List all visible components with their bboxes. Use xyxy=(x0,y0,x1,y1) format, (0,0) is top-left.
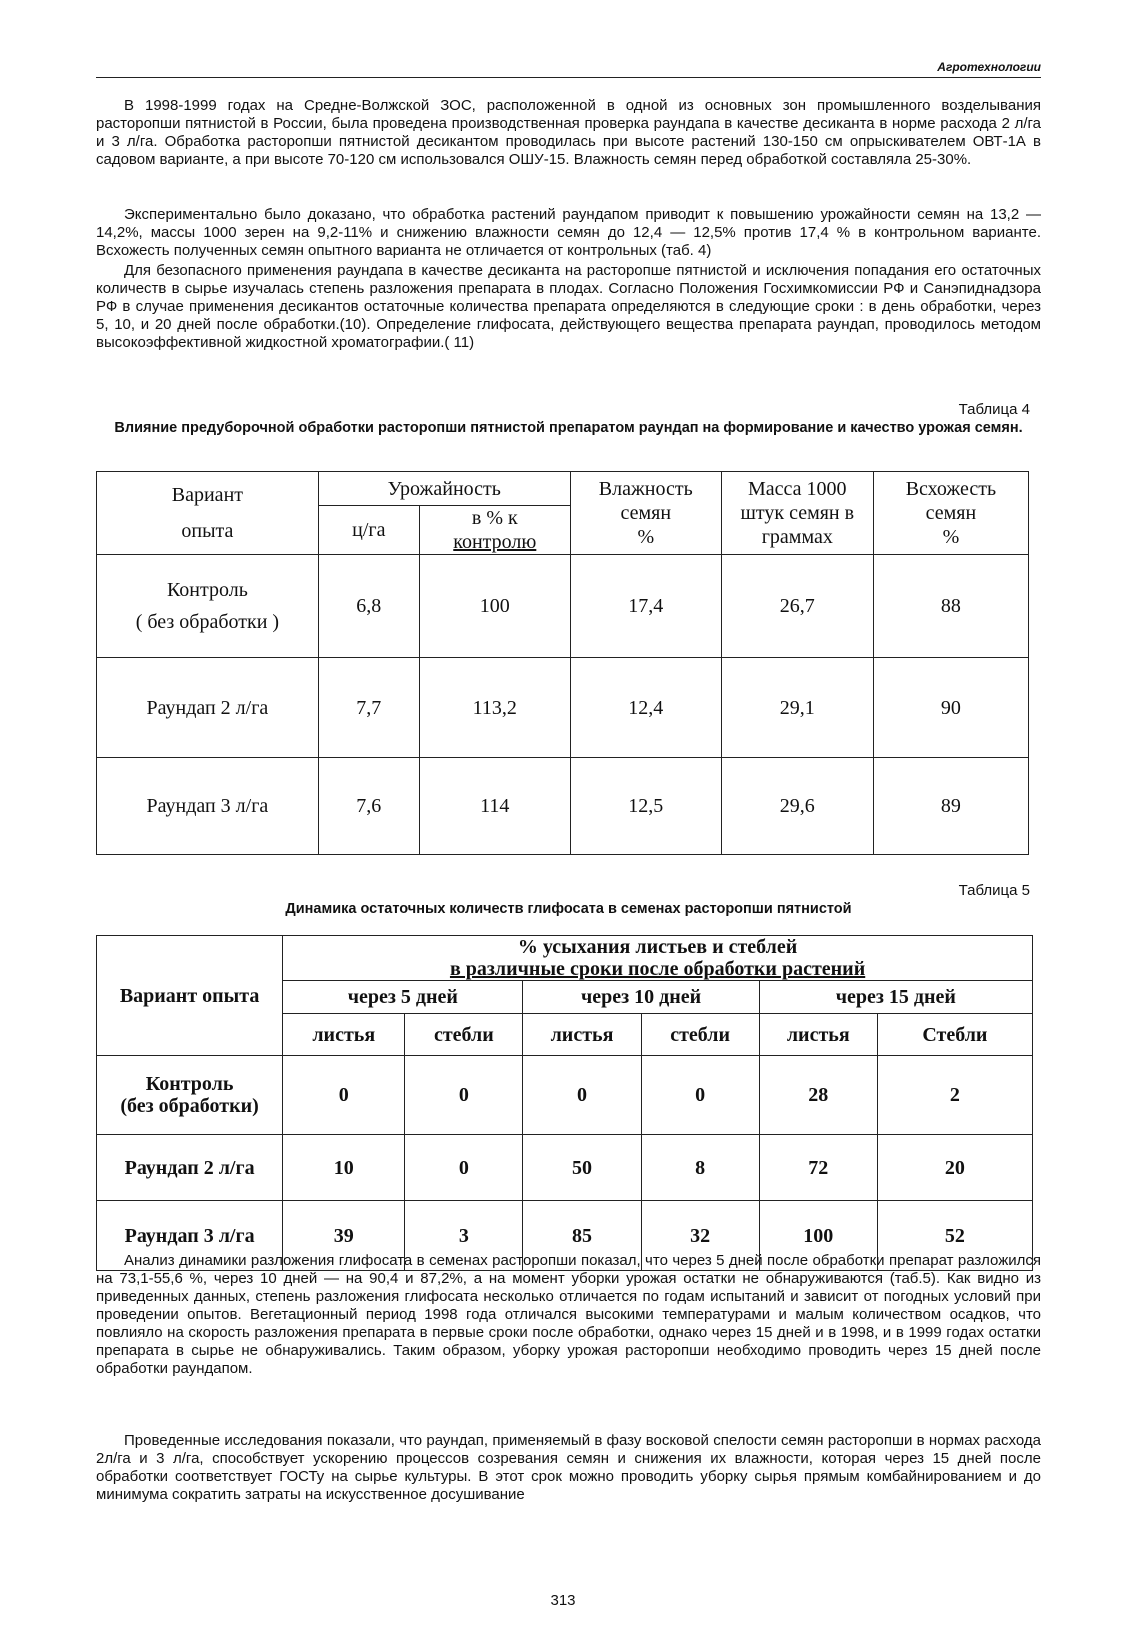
t5-variant-line1: Контроль xyxy=(145,1073,234,1095)
t4-cell-moisture: 12,4 xyxy=(570,658,721,758)
t4-cell-germ: 89 xyxy=(873,758,1028,855)
t4-variant-line2: ( без обработки ) xyxy=(135,611,280,633)
t5-header-group xyxy=(283,936,1033,981)
t4-header-yield: Урожайность xyxy=(318,472,570,506)
t5-variant-line2: (без обработки) xyxy=(120,1095,259,1117)
t5-cell-variant xyxy=(97,1056,283,1135)
t4-cell-mass: 29,1 xyxy=(721,658,873,758)
table4-caption: Таблица 4 xyxy=(958,401,1030,418)
t4-header-mass-line1: Масса 1000 xyxy=(748,478,847,500)
table4-title: Влияние предуборочной обработки расторопши пятнистой препаратом раундап на формирование и качество урожая семян. xyxy=(114,420,1023,436)
table4 xyxy=(96,471,1029,855)
t4-cell-mass: 26,7 xyxy=(721,555,873,658)
t5-header-stems: стебли xyxy=(641,1014,759,1056)
running-header: Агротехнологии xyxy=(96,60,1041,78)
table5-title: Динамика остаточных количеств глифосата в семенах расторопши пятнистой xyxy=(285,901,852,917)
t5-cell-value: 10 xyxy=(283,1135,405,1201)
page-number: 313 xyxy=(550,1592,576,1609)
t5-cell-value: 0 xyxy=(405,1056,523,1135)
t4-header-germ-line3: % xyxy=(942,526,960,548)
t5-cell-value: 32 xyxy=(641,1201,759,1271)
t4-header-yield-cha: ц/га xyxy=(318,506,419,555)
t4-header-yield-pct xyxy=(419,506,570,555)
t4-cell-pct: 114 xyxy=(419,758,570,855)
t5-cell-value: 8 xyxy=(641,1135,759,1201)
t4-header-germ-line1: Всхожесть xyxy=(905,478,997,500)
t5-header-stems: стебли xyxy=(405,1014,523,1056)
t5-cell-value: 0 xyxy=(405,1135,523,1201)
t4-cell-pct: 100 xyxy=(419,555,570,658)
t4-header-yield-pct-line2: контролю xyxy=(453,531,537,553)
t4-header-germination xyxy=(873,472,1028,555)
t4-header-variant xyxy=(97,472,319,555)
t4-header-mass-line2: штук семян в xyxy=(740,502,855,524)
t4-cell-cha: 7,7 xyxy=(318,658,419,758)
t4-row-roundup-2 xyxy=(97,658,1029,758)
t4-header-variant-line2: опыта xyxy=(181,520,234,542)
t5-cell-value: 3 xyxy=(405,1201,523,1271)
t4-row-control xyxy=(97,555,1029,658)
t4-cell-germ: 88 xyxy=(873,555,1028,658)
t5-header-leaves: листья xyxy=(759,1014,877,1056)
t5-header-period-15: через 15 дней xyxy=(759,981,1032,1014)
t5-cell-value: 28 xyxy=(759,1056,877,1135)
t4-cell-pct: 113,2 xyxy=(419,658,570,758)
table5 xyxy=(96,935,1033,1271)
t4-header-moisture-line2: семян xyxy=(620,502,672,524)
t5-cell-value: 0 xyxy=(523,1056,641,1135)
t4-cell-germ: 90 xyxy=(873,658,1028,758)
t5-header-period-5: через 5 дней xyxy=(283,981,523,1014)
t4-cell-moisture: 17,4 xyxy=(570,555,721,658)
t4-cell-mass: 29,6 xyxy=(721,758,873,855)
t5-header-period-10: через 10 дней xyxy=(523,981,759,1014)
t4-header-moisture xyxy=(570,472,721,555)
t4-cell-variant: Раундап 2 л/га xyxy=(97,658,319,758)
t4-cell-moisture: 12,5 xyxy=(570,758,721,855)
t5-row-roundup-2 xyxy=(97,1135,1033,1201)
t5-cell-value: 52 xyxy=(877,1201,1032,1271)
table5-caption: Таблица 5 xyxy=(958,882,1030,899)
t5-header-group-line2: в различные сроки после обработки растений xyxy=(449,958,866,980)
t4-header-moisture-line1: Влажность xyxy=(598,478,693,500)
t4-header-moisture-line3: % xyxy=(637,526,655,548)
t5-cell-value: 72 xyxy=(759,1135,877,1201)
paragraph-3: Для безопасного применения раундапа в качестве десиканта на расторопше пятнистой и исключения попадания его остаточных количеств в сырье изучалась степень разложения препарата в плодах. Согласно Положения Госхимкомиссии РФ и Санэпиднадзора РФ в случае применения десикантов остаточные количества препарата определяются в следующие сроки : в день обработки, через 5, 10, и 20 дней после обработки.(10). Определение глифосата, действующего вещества препарата раундап, проводилось методом высокоэффективной жидкостной хроматографии.( 11) xyxy=(96,262,1041,351)
t5-cell-value: 2 xyxy=(877,1056,1032,1135)
paragraph-5: Проведенные исследования показали, что раундап, применяемый в фазу восковой спелости семян расторопши в нормах расхода 2л/га и 3 л/га, способствует ускорению процессов созревания семян и снижения их влажности, которая через 15 дней после обработки соответствует ГОСТу на сырье культуры. В этот срок можно проводить уборку сырья прямым комбайнированием и до минимума сократить затраты на искусственное досушивание xyxy=(96,1432,1041,1503)
t4-cell-variant: Раундап 3 л/га xyxy=(97,758,319,855)
t4-header-mass xyxy=(721,472,873,555)
t4-header-germ-line2: семян xyxy=(925,502,977,524)
t5-header-variant: Вариант опыта xyxy=(97,936,283,1056)
t5-header-group-line1: % усыхания листьев и стеблей xyxy=(517,936,798,958)
t5-cell-value: 0 xyxy=(641,1056,759,1135)
t4-header-mass-line3: граммах xyxy=(761,526,833,548)
paragraph-2: Экспериментально было доказано, что обработка растений раундапом приводит к повышению урожайности семян на 13,2 — 14,2%, массы 1000 зерен на 9,2-11% и снижению влажности семян до 12,4 — 12,5% против 17,4 % в контрольном варианте. Всхожесть полученных семян опытного варианта не отличается от контрольных (таб. 4) xyxy=(96,206,1041,259)
t4-header-yield-pct-line1: в % к xyxy=(471,507,518,529)
t4-cell-variant xyxy=(97,555,319,658)
t5-cell-value: 50 xyxy=(523,1135,641,1201)
t4-row-roundup-3 xyxy=(97,758,1029,855)
t4-cell-cha: 6,8 xyxy=(318,555,419,658)
t5-header-leaves: листья xyxy=(523,1014,641,1056)
t5-header-leaves: листья xyxy=(283,1014,405,1056)
paragraph-4: Анализ динамики разложения глифосата в семенах расторопши показал, что через 5 дней после обработки препарат разложился на 73,1-55,6 %, через 10 дней — на 90,4 и 87,2%, а на момент уборки урожая остатки не обнаруживаются (таб.5). Как видно из приведенных данных, степень разложения глифосата несколько отличается по годам испытаний и зависит от погодных условий при проведении опытов. Вегетационный период 1998 года отличался высокими температурами и малым количеством осадков, что повлияло на скорость разложения препарата в первые сроки после обработки, однако через 15 дней и в 1998, и в 1999 годах остатки препарата в сырье не обнаруживались. Таким образом, уборку урожая расторопши необходимо проводить через 15 дней после обработки раундапом. xyxy=(96,1252,1041,1377)
t5-cell-value: 85 xyxy=(523,1201,641,1271)
t5-header-stems: Стебли xyxy=(877,1014,1032,1056)
t5-row-control xyxy=(97,1056,1033,1135)
t5-cell-value: 100 xyxy=(759,1201,877,1271)
t4-cell-cha: 7,6 xyxy=(318,758,419,855)
t4-variant-line1: Контроль xyxy=(166,579,248,601)
t4-header-variant-line1: Вариант xyxy=(171,484,244,506)
t5-cell-variant: Раундап 2 л/га xyxy=(97,1135,283,1201)
t5-cell-value: 39 xyxy=(283,1201,405,1271)
t5-cell-value: 0 xyxy=(283,1056,405,1135)
t5-cell-variant: Раундап 3 л/га xyxy=(97,1201,283,1271)
t5-cell-value: 20 xyxy=(877,1135,1032,1201)
paragraph-1: В 1998-1999 годах на Средне-Волжской ЗОС, расположенной в одной из основных зон промышленного возделывания расторопши пятнистой в России, была проведена производственная проверка раундапа в качестве десиканта в норме расхода 2 л/га и 3 л/га. Обработка расторопши пятнистой десикантом проводилась при высоте растений 130-150 см опрыскивателем ОВТ-1А в садовом варианте, а при высоте 70-120 см использовался ОШУ-15. Влажность семян перед обработкой составляла 25-30%. xyxy=(96,97,1041,168)
